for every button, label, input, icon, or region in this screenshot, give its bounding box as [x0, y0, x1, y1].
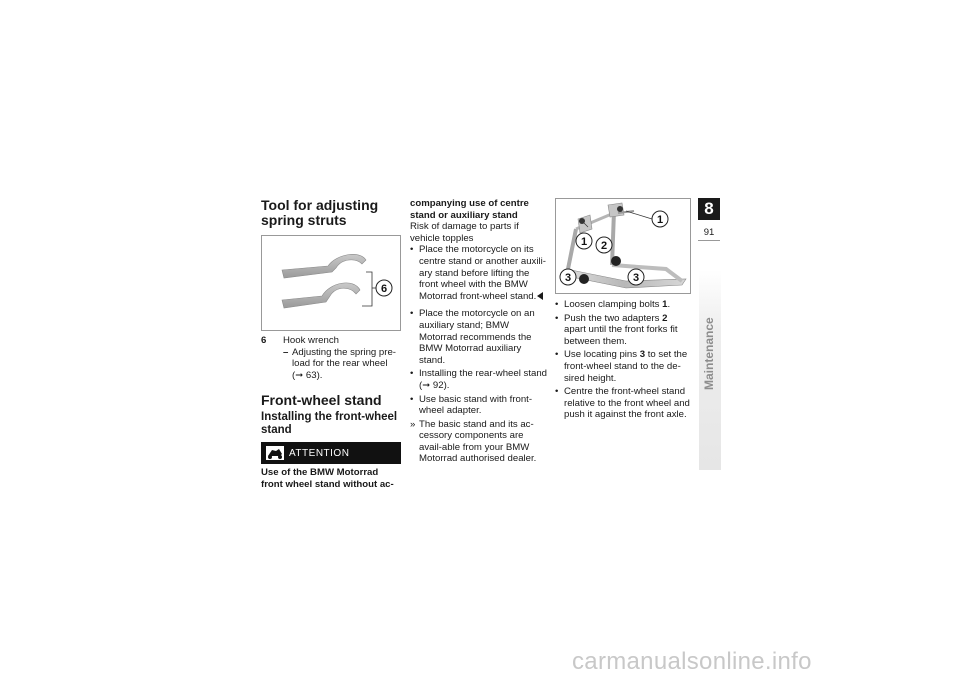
warning-bullets [410, 244, 548, 302]
watermark: carmanualsonline.info [572, 648, 812, 675]
front-wheel-stand-figure [555, 198, 691, 294]
column-1 [261, 198, 401, 491]
figure-label-1a: 1 [580, 236, 588, 248]
page-number: 91 [703, 227, 715, 238]
warning-motorcycle-icon [266, 446, 284, 460]
chapter-side-label [699, 270, 721, 470]
chapter-name: Maintenance [702, 317, 716, 390]
legend-dash-item: – Adjusting the spring pre-load for the rear wheel (➞ 63). [283, 347, 401, 382]
figure-legend [261, 335, 401, 381]
stand-steps [555, 299, 691, 421]
figure-label-3b: 3 [632, 272, 640, 284]
end-of-warning-icon [537, 292, 543, 300]
list-item: • Place the motorcycle on an auxiliary stand; BMW Motorrad recommends the BMW Motorrad auxiliary stand. [410, 308, 548, 366]
warning-text-start: Use of the BMW Motorrad front wheel stand without ac- [261, 467, 394, 490]
tool-section-title: Tool for adjusting spring struts [261, 197, 379, 228]
figure-label-6: 6 [380, 283, 388, 295]
list-item: • Installing the rear-wheel stand (➞ 92). [410, 368, 548, 391]
list-item: • Push the two adapters 2 apart until the front forks fit between them. [555, 313, 691, 348]
list-item: • Centre the front-wheel stand relative to the front wheel and push it against the front axle. [555, 386, 691, 421]
legend-number: 6 [261, 335, 267, 346]
hook-wrench-figure [261, 235, 401, 331]
result-text: » The basic stand and its ac-cessory components are avail-able from your BMW Motorrad authorised dealer. [410, 419, 548, 465]
installing-subtitle: Installing the front-wheel stand [261, 411, 398, 436]
warning-text-cont: companying use of centre stand or auxiliary stand [410, 198, 529, 221]
list-item: • Loosen clamping bolts 1. [555, 299, 691, 311]
procedure-bullets [410, 308, 548, 416]
figure-label-1b: 1 [656, 214, 664, 226]
list-item: • Use locating pins 3 to set the front-wheel stand to the de-sired height. [555, 349, 691, 384]
list-item: • Place the motorcycle on its centre stand or another auxili-ary stand before lifting the front wheel with the BMW Motorrad front-wheel stand. [410, 244, 548, 302]
column-2 [410, 198, 548, 465]
list-item: • Use basic stand with front-wheel adapter. [410, 394, 548, 417]
legend-label: Hook wrench [283, 335, 339, 346]
hook-wrench-illustration [262, 236, 400, 330]
figure-label-2: 2 [600, 240, 608, 252]
legend-dash-text: Adjusting the spring pre-load for the rear wheel (➞ 63). [292, 346, 396, 381]
attention-label: ATTENTION [289, 447, 350, 459]
risk-text: Risk of damage to parts if vehicle topples [410, 221, 519, 244]
front-wheel-stand-title: Front-wheel stand [261, 392, 382, 409]
front-wheel-stand-illustration [556, 199, 690, 293]
column-3 [555, 198, 691, 423]
attention-banner [261, 442, 401, 464]
chapter-number: 8 [698, 198, 720, 220]
figure-label-3a: 3 [564, 272, 572, 284]
